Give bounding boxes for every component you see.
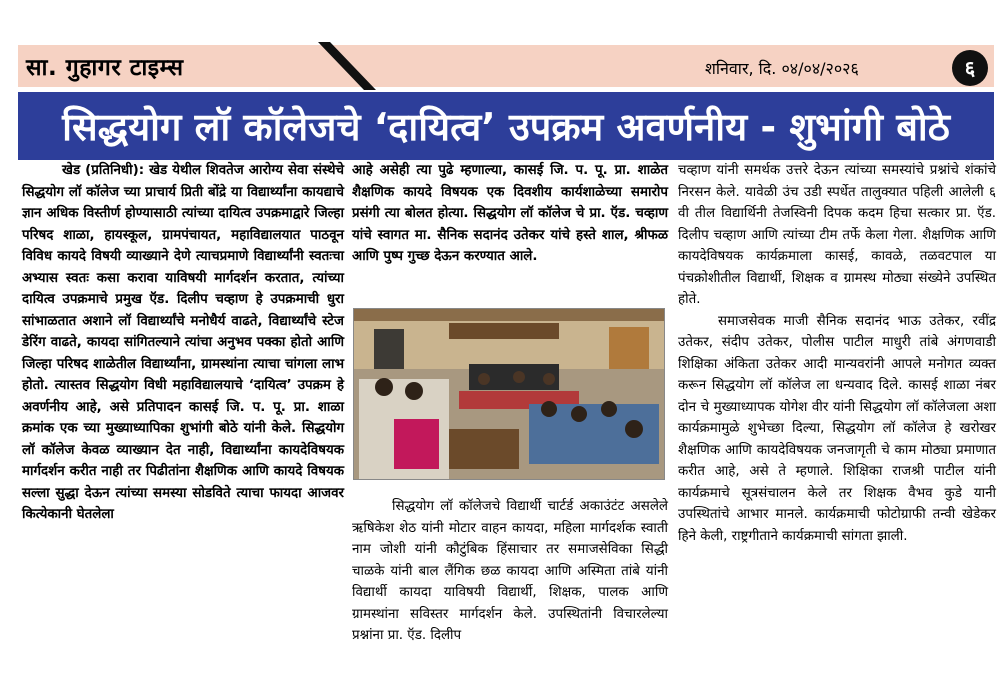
article-column-3 (678, 160, 996, 547)
article-headline: सिद्धयोग लॉ कॉलेजचे ‘दायित्व’ उपक्रम अवर्णनीय - शुभांगी बोठे (62, 105, 950, 149)
article-paragraph: चव्हाण यांनी समर्थक उत्तरे देऊन त्यांच्या समस्यांचे प्रश्नांचे शंकांचे निरसन केले. यावेळी उंच उडी स्पर्धेत तालुक्यात पहिली आलेली ६ वी तील विद्यार्थिनी तेजस्विनी दिपक कदम हिचा सत्कार प्रा. ऍड. दिलीप चव्हाण आणि त्यांच्या टीम तर्फे केला गेला. शैक्षणिक आणि कायदेविषयक कार्यक्रमाला कासई, कावळे, तळवटपाल या पंचक्रोशीतील विद्यार्थी, शिक्षक व ग्रामस्थ मोठ्या संख्येने उपस्थित होते. (678, 163, 996, 307)
article-column-2-top (352, 160, 668, 268)
article-paragraph: समाजसेवक माजी सैनिक सदानंद भाऊ उतेकर, रवींद्र उतेकर, संदीप उतेकर, पोलीस पाटील माधुरी तांबे अंगणवाडी शिक्षिका अंकिता उतेकर आदी मान्यवरांनी आपले मनोगत व्यक्त करून सिद्धयोग लॉ कॉलेज ला धन्यवाद दिले. कासई शाळा नंबर दोन चे मुख्याध्यापक योगेश वीर यांनी सिद्धयोग लॉ कॉलेजला अशा कार्यक्रमामुळे शुभेच्छा दिल्या, सिद्धयोग लॉ कॉलेज हे खरोखर शैक्षणिक आणि कायदेविषयक जनजागृती चे काम मोठ्या प्रमाणात करीत आहे, असे ते म्हणाले. शिक्षिका राजश्री पाटील यांनी कार्यक्रमाचे सूत्रसंचालन केले तर शिक्षक वैभव कुडे यानी उपस्थितांचे आभार मानले. कार्यक्रमाची फोटोग्राफी तन्वी खेडेकर हिने केली, राष्ट्रगीताने कार्यक्रमाची सांगता झाली. (678, 313, 996, 544)
publication-name: सा. गुहागर टाइम्स (26, 55, 184, 81)
article-paragraph: सिद्धयोग लॉ कॉलेजचे विद्यार्थी चार्टर्ड अकाउंटंट असलेले ऋषिकेश शेठ यांनी मोटार वाहन कायदा, महिला मार्गदर्शक स्वाती नाम जोशी यांनी कौटुंबिक हिंसाचार तर समाजसेविका सिद्धी चाळके यांनी बाल लैंगिक छळ कायदा आणि अस्मिता तांबे यांनी विद्यार्थी कायदा याविषयी विद्यार्थी, शिक्षक, पालक आणि ग्रामस्थांना सविस्तर मार्गदर्शन केले. उपस्थितांनी विचारलेल्या प्रश्नांना प्रा. ऍड. दिलीप (352, 499, 668, 643)
article-paragraph: आहे असेही त्या पुढे म्हणाल्या, कासई जि. प. पू. प्रा. शाळेत शैक्षणिक कायदे विषयक एक दिवशीय कार्यशाळेच्या समारोप प्रसंगी त्या बोलत होत्या. सिद्धयोग लॉ कॉलेज चे प्रा. ऍड. चव्हाण यांचे स्वागत मा. सैनिक सदानंद उतेकर यांचे हस्ते शाल, श्रीफळ आणि पुष्प गुच्छ देऊन करण्यात आले. (352, 163, 668, 264)
page-number-badge: ६ (952, 50, 988, 86)
classroom-photo-illustration (354, 309, 664, 479)
event-photo (353, 308, 665, 480)
article-paragraph: खेड (प्रतिनिधी): खेड येथील शिवतेज आरोग्य सेवा संस्थेचे सिद्धयोग लॉ कॉलेज च्या प्राचार्य प्रिती बोंद्रे या विद्यार्थ्यांना कायद्याचे ज्ञान अधिक विस्तीर्ण होण्यासाठी त्यांच्या दायित्व उपक्रमाद्वारे जिल्हा परिषद शाळा, हायस्कूल, ग्रामपंचायत, महाविद्यालयात पाठवून विविध कायदे विषयी व्याख्याने देणे त्याचप्रमाणे विद्यार्थ्यांनी स्वतःचा अभ्यास स्वतः कसा करावा याविषयी मार्गदर्शन करतात, त्यांच्या दायित्व उपक्रमाचे प्रमुख ऍड. दिलीप चव्हाण हे उपक्रमाची धुरा सांभाळतात अशाने लॉ विद्यार्थ्यांचे मनोधैर्य वाढते, विद्यार्थ्यांचे स्टेज डेरिंग वाढते, कायदा सांगितल्याने त्यांचा अनुभव पक्का होतो आणि जिल्हा परिषद शाळेतील विद्यार्थ्यांना, ग्रामस्थांना त्याचा चांगला लाभ होतो. त्यास्तव सिद्धयोग विधी महाविद्यालयाचे ‘दायित्व’ उपक्रम हे अवर्णनीय आहे, असे प्रतिपादन कासई जि. प. पू. प्रा. शाळा क्रमांक एक च्या मुख्याध्यापिका शुभांगी बोठे यांनी केले. सिद्धयोग लॉ कॉलेज केवळ व्याख्यान देत नाही, विद्यार्थ्यांना कायदेविषयक मार्गदर्शन करीत नाही तर पिढीतांना शैक्षणिक आणि कायदे विषयक सल्ला सुद्धा देऊन त्यांच्या समस्या सोडविते त्याचा फायदा आजवर कित्येकानी घेतलेला (22, 163, 344, 522)
issue-date: शनिवार, दि. ०४/०४/२०२६ (705, 59, 859, 78)
article-column-2-bottom (352, 496, 668, 647)
article-column-1 (22, 160, 344, 526)
masthead-slash-decoration (318, 42, 376, 90)
